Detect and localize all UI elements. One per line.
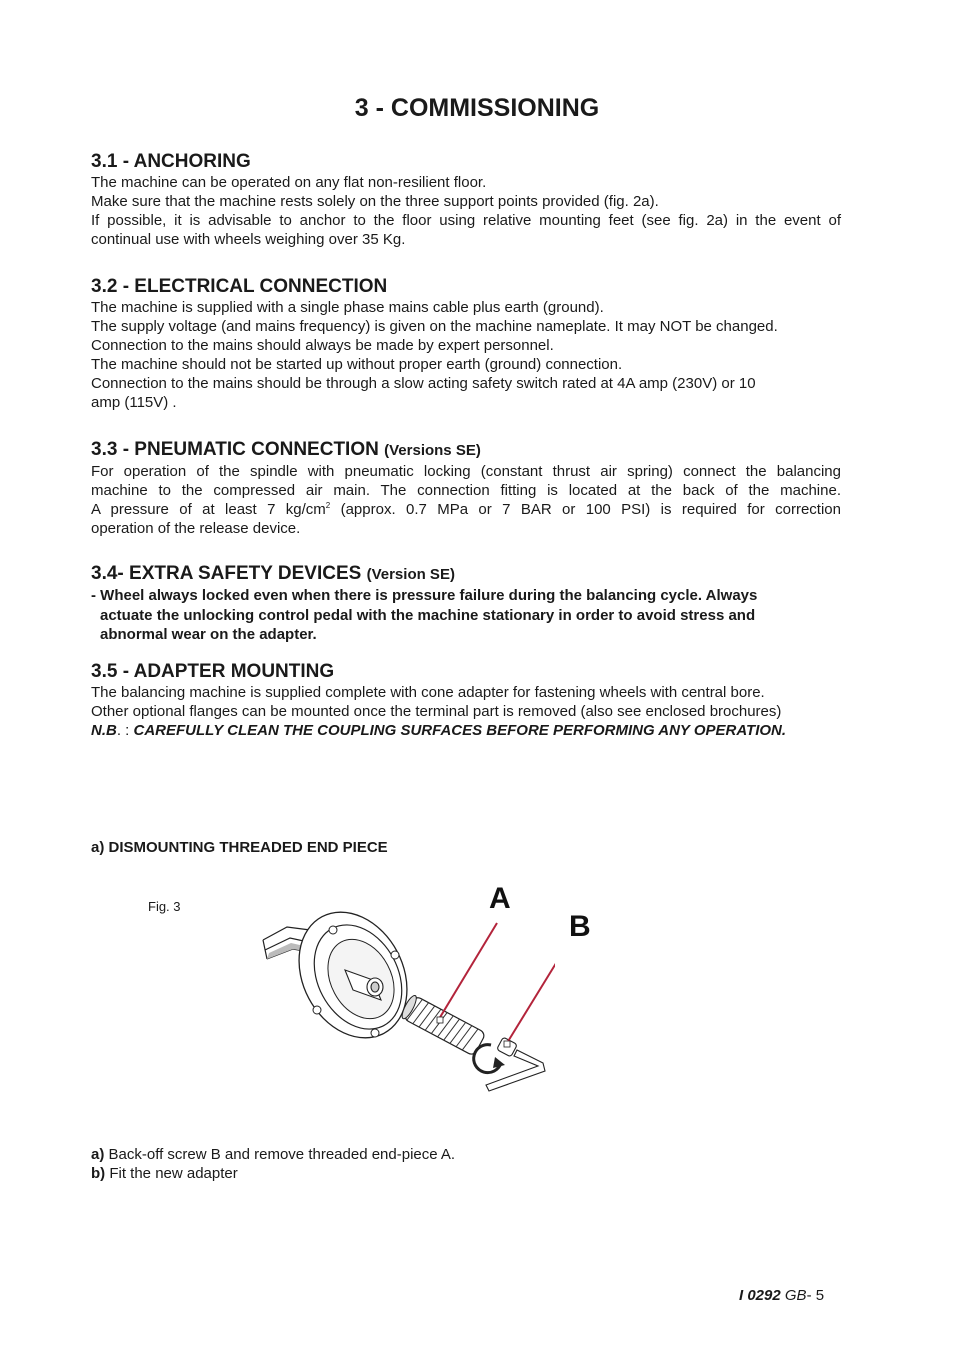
nb-label: N.B (91, 722, 117, 739)
pneumatic-line-1: For operation of the spindle with pneumatic locking (constant thrust air spring) connect the balancing (91, 463, 841, 480)
heading-safety (91, 563, 841, 586)
safety-line-3: abnormal wear on the adapter. (100, 626, 317, 643)
step-a (91, 1145, 841, 1164)
anchoring-line-4: continual use with wheels weighing over 35 Kg. (91, 231, 406, 248)
label-b: B (569, 910, 591, 943)
figure-caption: Fig. 3 (148, 899, 181, 914)
pneumatic-superscript: 2 (325, 501, 331, 510)
nb-separator: . : (116, 722, 134, 739)
section-anchoring (91, 151, 841, 249)
electrical-line-1: The machine is supplied with a single phase mains cable plus earth (ground). (91, 299, 604, 316)
adapter-illustration (255, 905, 555, 1100)
document-suffix: GB (780, 1287, 807, 1304)
heading-pneumatic-sub: (Versions SE) (384, 442, 481, 459)
page-title: 3 - COMMISSIONING (354, 94, 600, 122)
heading-safety-sub: (Version SE) (366, 566, 455, 583)
electrical-line-4: The machine should not be started up without proper earth (ground) connection. (91, 356, 623, 373)
heading-electrical: 3.2 - ELECTRICAL CONNECTION (91, 276, 388, 297)
heading-dismounting: a) DISMOUNTING THREADED END PIECE (91, 839, 388, 856)
document-code: I 0292 (739, 1287, 781, 1304)
section-safety (91, 563, 841, 645)
adapter-line-1: The balancing machine is supplied complete with cone adapter for fastening wheels with central bore. (91, 684, 765, 701)
electrical-line-5: Connection to the mains should be through a slow acting safety switch rated at 4A amp (230V) or 10 (91, 375, 756, 392)
safety-warning (91, 586, 841, 645)
pneumatic-line-4: operation of the release device. (91, 520, 301, 537)
anchoring-line-3: If possible, it is advisable to anchor to the floor using relative mounting feet (see fig. 2a) in the event of (91, 212, 841, 229)
pneumatic-line-2: machine to the compressed air main. The connection fitting is located at the back of the machine. (91, 482, 841, 499)
section-pneumatic (91, 439, 841, 538)
page-footer (739, 1287, 824, 1304)
dismounting-steps (91, 1145, 841, 1183)
safety-line-1: - Wheel always locked even when there is pressure failure during the balancing cycle. Always (91, 587, 758, 604)
anchoring-line-2: Make sure that the machine rests solely on the three support points provided (fig. 2a). (91, 193, 659, 210)
label-a: A (489, 882, 511, 915)
heading-anchoring: 3.1 - ANCHORING (91, 151, 251, 172)
heading-pneumatic-main: 3.3 - PNEUMATIC CONNECTION (91, 439, 379, 460)
pneumatic-line-3b: (approx. 0.7 MPa or 7 BAR or 100 PSI) is required for correction (330, 501, 841, 518)
step-b-key: b) (91, 1165, 106, 1182)
pneumatic-line-3a: A pressure of at least 7 kg/cm (91, 501, 326, 518)
electrical-line-3: Connection to the mains should always be made by expert personnel. (91, 337, 554, 354)
heading-pneumatic (91, 439, 841, 462)
anchoring-line-1: The machine can be operated on any flat non-resilient floor. (91, 174, 487, 191)
electrical-line-6: amp (115V) . (91, 394, 177, 411)
page-number: - 5 (806, 1287, 825, 1304)
step-a-text: Back-off screw B and remove threaded end-piece A. (104, 1146, 456, 1163)
pneumatic-line-3 (91, 500, 841, 519)
safety-line-2: actuate the unlocking control pedal with the machine stationary in order to avoid stress and (100, 606, 756, 624)
heading-adapter: 3.5 - ADAPTER MOUNTING (91, 661, 335, 682)
section-electrical (91, 276, 841, 412)
adapter-line-2: Other optional flanges can be mounted once the terminal part is removed (also see enclosed brochures) (91, 703, 782, 720)
step-b-text: Fit the new adapter (105, 1165, 238, 1182)
step-a-key: a) (91, 1146, 105, 1163)
section-adapter (91, 661, 841, 740)
adapter-note (91, 721, 841, 740)
step-b (91, 1164, 841, 1183)
section-dismounting (91, 838, 841, 857)
heading-safety-main: 3.4- EXTRA SAFETY DEVICES (91, 563, 362, 584)
nb-text: CAREFULLY CLEAN THE COUPLING SURFACES BEFORE PERFORMING ANY OPERATION. (133, 722, 787, 739)
electrical-line-2: The supply voltage (and mains frequency) is given on the machine nameplate. It may NOT be changed. (91, 318, 778, 335)
